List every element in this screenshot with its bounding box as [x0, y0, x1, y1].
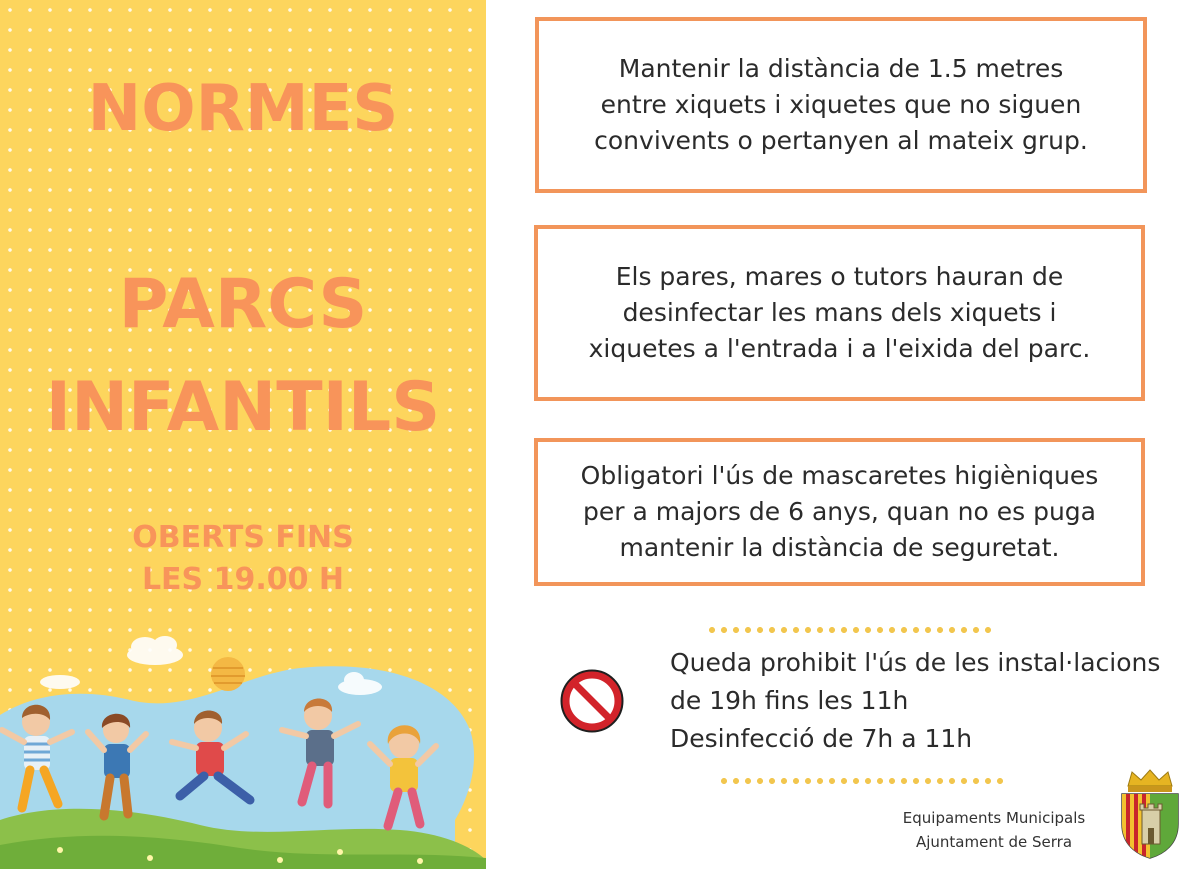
rule-line: xiquetes a l'entrada i a l'eixida del parc.	[588, 334, 1091, 363]
rule-box-hand-disinfection	[534, 225, 1145, 401]
rule-line: Obligatori l'ús de mascaretes higièniques	[580, 461, 1099, 490]
title-parcs: PARCS	[118, 265, 368, 344]
rule-line: Mantenir la distància de 1.5 metres	[618, 54, 1064, 83]
poster-panel	[0, 0, 486, 869]
prohibition-icon	[557, 666, 627, 736]
rule-text	[581, 458, 1099, 566]
rule-box-masks	[534, 438, 1145, 586]
prohibited-hours-notice	[670, 644, 1160, 758]
rule-text	[594, 51, 1088, 159]
town-crest-logo	[1114, 766, 1186, 862]
notice-line-3: Desinfecció de 7h a 11h	[670, 724, 973, 753]
rule-line: desinfectar les mans dels xiquets i	[622, 298, 1057, 327]
footer-line-1: Equipaments Municipals	[902, 809, 1086, 827]
opening-hours	[0, 517, 486, 601]
rule-line: mantenir la distància de seguretat.	[619, 533, 1060, 562]
rule-line: Els pares, mares o tutors hauran de	[615, 262, 1064, 291]
notice-line-1: Queda prohibit l'ús de les instal·lacions	[670, 648, 1161, 677]
rule-line: per a majors de 6 anys, quan no es puga	[582, 497, 1096, 526]
rule-line: convivents o pertanyen al mateix grup.	[594, 126, 1088, 155]
footer-credits	[880, 806, 1108, 854]
hours-line-2: LES 19.00 H	[141, 562, 345, 597]
hours-line-1: OBERTS FINS	[132, 520, 354, 555]
notice-line-2: de 19h fins les 11h	[670, 686, 909, 715]
rule-box-distance	[535, 17, 1147, 193]
rule-line: entre xiquets i xiquetes que no siguen	[600, 90, 1082, 119]
footer-line-2: Ajuntament de Serra	[915, 833, 1073, 851]
rule-text	[589, 259, 1091, 367]
children-playing-illustration	[0, 620, 486, 869]
dotted-divider-bottom	[718, 778, 1006, 784]
dotted-divider-top	[706, 627, 994, 633]
title-normes: NORMES	[87, 72, 399, 146]
title-infantils: INFANTILS	[45, 368, 441, 447]
